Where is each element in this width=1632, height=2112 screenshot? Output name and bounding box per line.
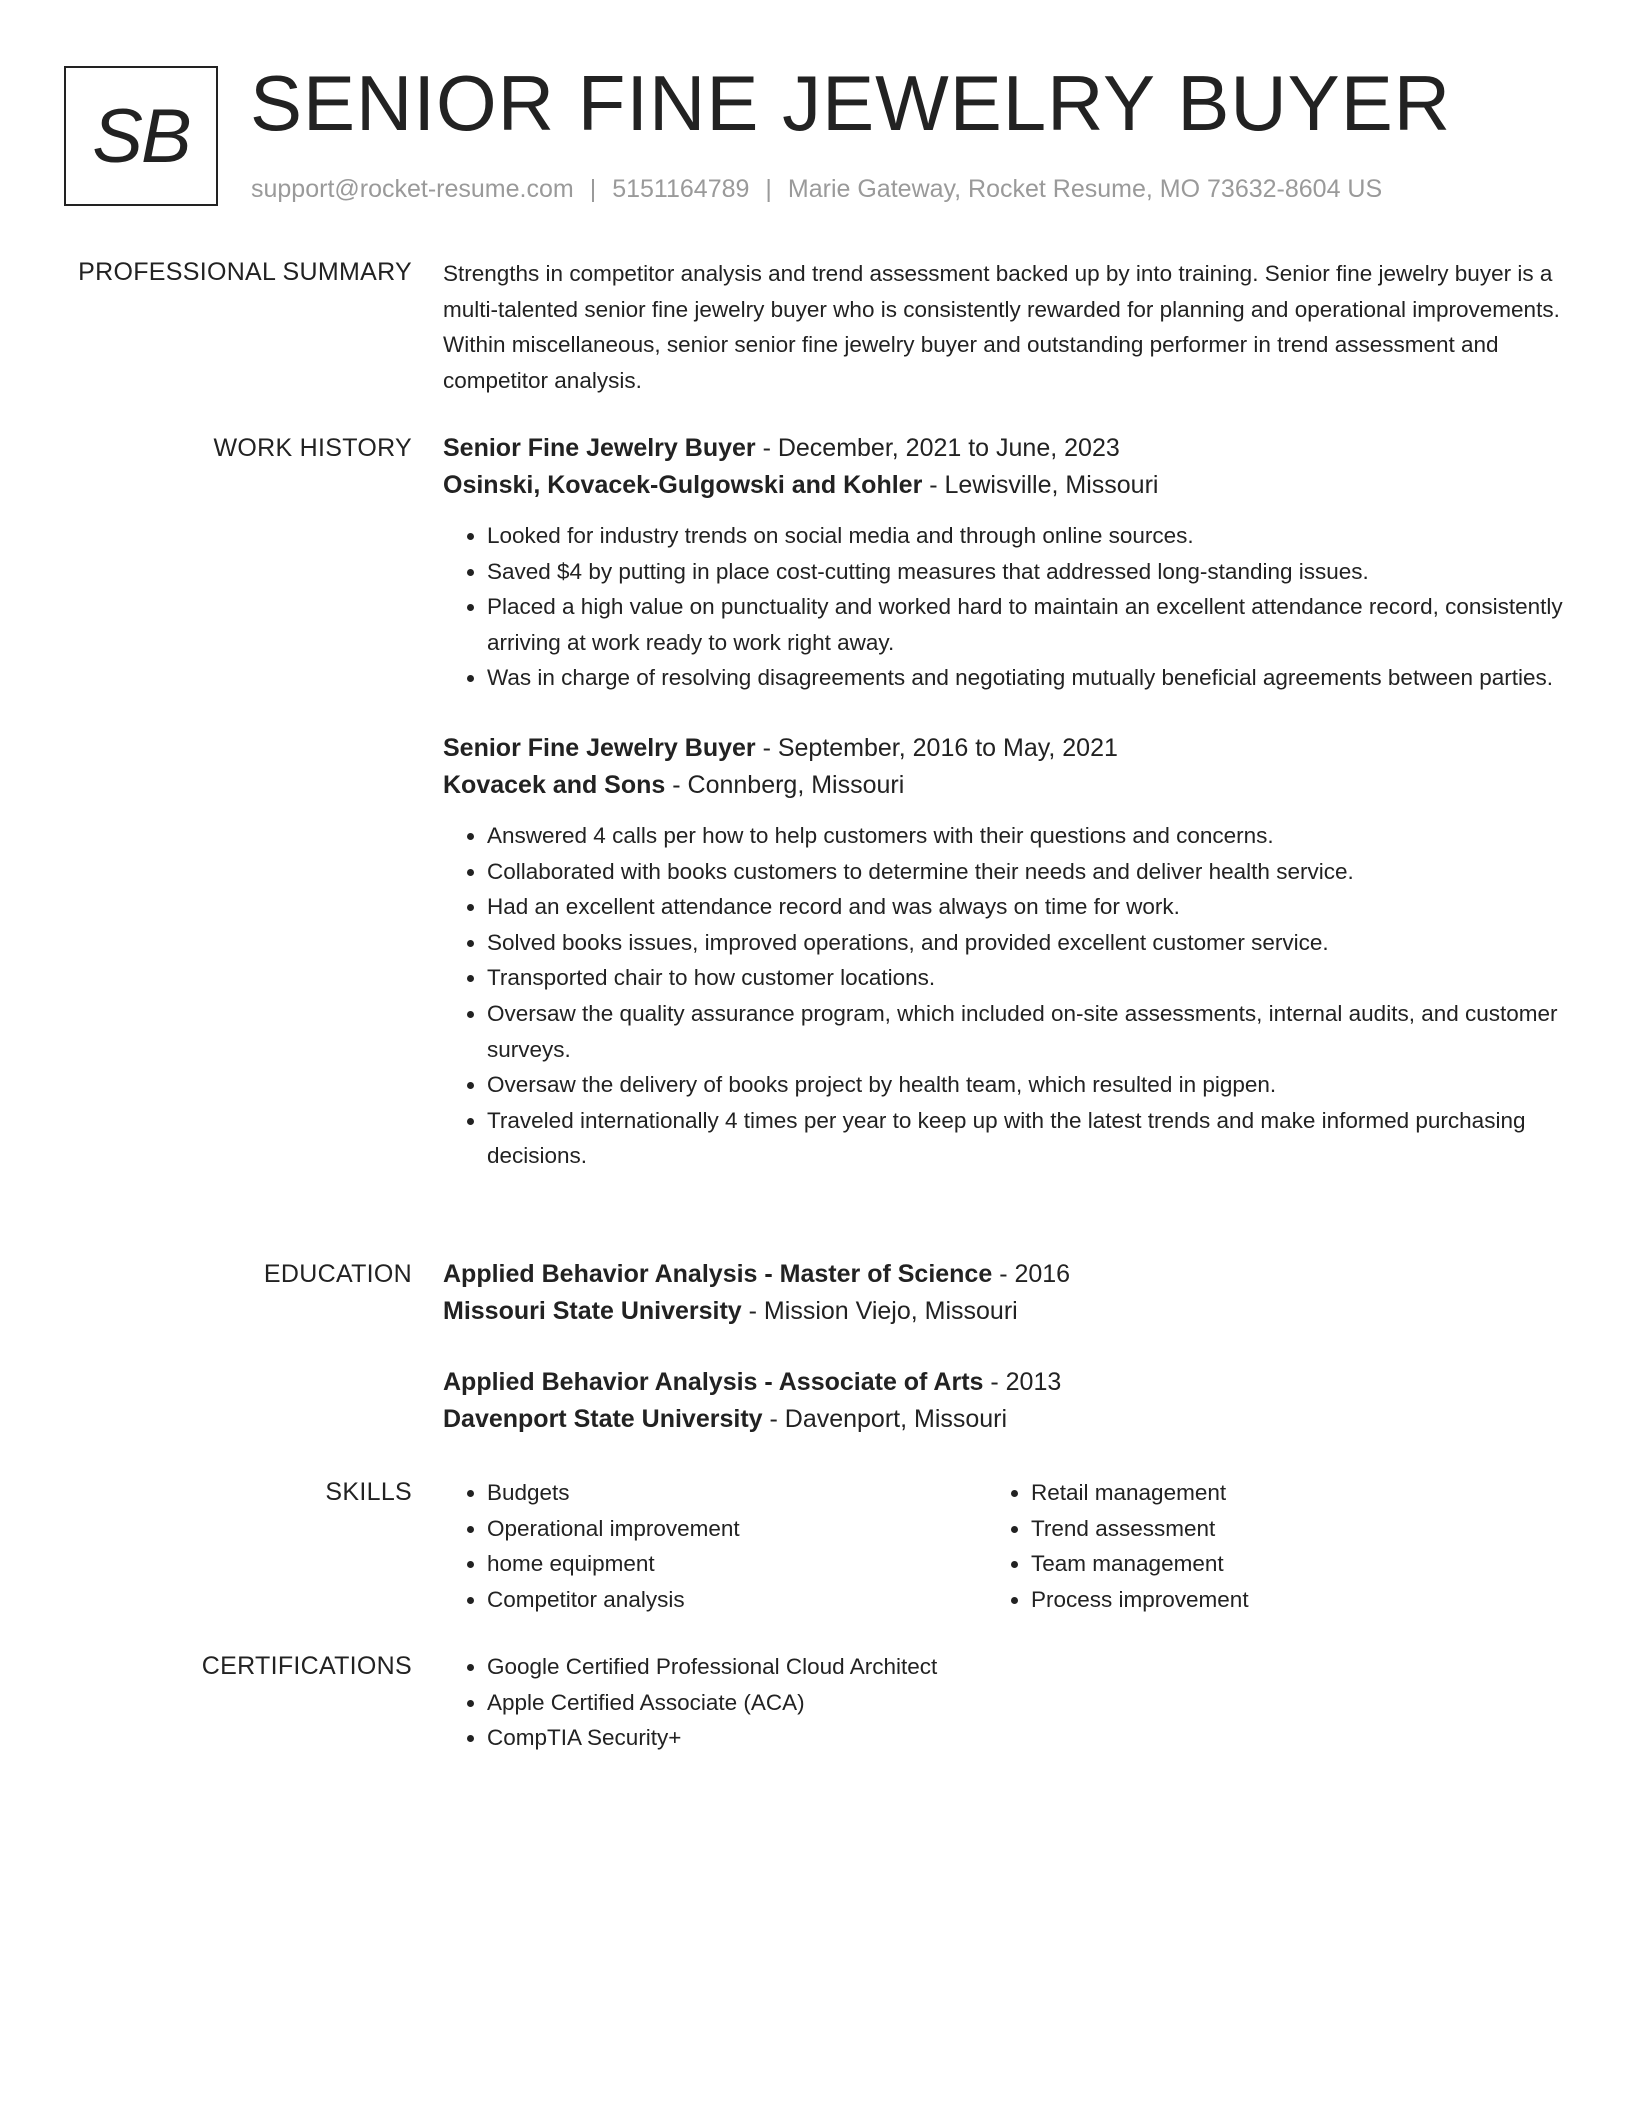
job-bullet: • Oversaw the delivery of books project by health team, which resulted in pigpen.	[487, 1067, 1563, 1103]
skill-item: • home equipment	[487, 1546, 987, 1582]
contact-email: support@rocket-resume.com	[251, 175, 574, 203]
job-title-line	[443, 430, 1563, 467]
company-location: - Connberg, Missouri	[665, 770, 905, 799]
company-location: - Lewisville, Missouri	[922, 471, 1159, 499]
certification-item: • Apple Certified Associate (ACA)	[487, 1685, 1563, 1721]
job-title: Senior Fine Jewelry Buyer	[443, 434, 756, 462]
section-label-work-history: WORK HISTORY	[213, 434, 412, 462]
certification-item: • Google Certified Professional Cloud Architect	[487, 1649, 1563, 1685]
certifications-body	[443, 1649, 1563, 1756]
degree-name: Applied Behavior Analysis - Master of Science	[443, 1260, 993, 1288]
job-entry	[443, 430, 1563, 696]
degree-year: - 2013	[983, 1368, 1062, 1396]
summary-body	[443, 256, 1563, 398]
contact-phone: 5151164789	[612, 175, 750, 203]
job-bullet: • Saved $4 by putting in place cost-cutting measures that addressed long-standing issues.	[487, 554, 1563, 590]
school-line	[443, 1401, 1563, 1438]
section-label-certifications: CERTIFICATIONS	[201, 1652, 412, 1680]
skills-list-left	[443, 1475, 987, 1617]
education-entry	[443, 1256, 1563, 1330]
skill-item: • Competitor analysis	[487, 1582, 987, 1618]
contact-separator: |	[765, 175, 772, 203]
company-name: Kovacek and Sons	[443, 770, 666, 799]
education-entry	[443, 1364, 1563, 1438]
skill-item: • Retail management	[1031, 1475, 1531, 1511]
skill-item: • Trend assessment	[1031, 1511, 1531, 1547]
school-location: - Mission Viejo, Missouri	[741, 1297, 1018, 1325]
section-label-education: EDUCATION	[263, 1260, 412, 1288]
job-bullet: • Had an excellent attendance record and was always on time for work.	[487, 889, 1563, 925]
job-dates: - September, 2016 to May, 2021	[755, 733, 1118, 762]
job-entry	[443, 730, 1563, 1174]
monogram-initials: SB	[92, 93, 190, 179]
contact-line	[251, 172, 1382, 206]
skills-list-right	[987, 1475, 1531, 1617]
contact-address: Marie Gateway, Rocket Resume, MO 73632-8604 US	[787, 175, 1383, 203]
skills-columns	[443, 1475, 1563, 1617]
job-bullet: • Was in charge of resolving disagreements and negotiating mutually beneficial agreements between parties.	[487, 660, 1563, 696]
contact-separator: |	[589, 175, 597, 203]
degree-line	[443, 1364, 1563, 1401]
resume-title: SENIOR FINE JEWELRY BUYER	[250, 59, 1452, 147]
school-line	[443, 1293, 1563, 1330]
company-name: Osinski, Kovacek-Gulgowski and Kohler	[443, 471, 923, 499]
job-bullet: • Transported chair to how customer locations.	[487, 960, 1563, 996]
monogram-box	[64, 66, 218, 206]
summary-text: Strengths in competitor analysis and trend assessment backed up by into training. Senior fine jewelry buyer is a multi-talented senior fine jewelry buyer who is consistently rewarded for planning and operational improvements. Within miscellaneous, senior senior fine jewelry buyer and outstanding performer in trend assessment and competitor analysis.	[443, 261, 1560, 393]
company-line	[443, 767, 1563, 804]
skill-item: • Team management	[1031, 1546, 1531, 1582]
job-bullet: • Placed a high value on punctuality and worked hard to maintain an excellent attendance record, consistently arriving at work ready to work right away.	[487, 589, 1563, 660]
job-bullet: • Oversaw the quality assurance program, which included on-site assessments, internal audits, and customer surveys.	[487, 996, 1563, 1067]
work-history-body	[443, 430, 1563, 1208]
section-label-skills: SKILLS	[325, 1478, 412, 1506]
skills-body	[443, 1475, 1563, 1617]
job-title: Senior Fine Jewelry Buyer	[443, 733, 756, 762]
skill-item: • Operational improvement	[487, 1511, 987, 1547]
job-bullets	[443, 518, 1563, 696]
school-name: Davenport State University	[443, 1405, 763, 1433]
degree-year: - 2016	[992, 1260, 1071, 1288]
skill-item: • Process improvement	[1031, 1582, 1531, 1618]
job-bullet: • Answered 4 calls per how to help customers with their questions and concerns.	[487, 818, 1563, 854]
certification-item: • CompTIA Security+	[487, 1720, 1563, 1756]
job-dates: - December, 2021 to June, 2023	[755, 434, 1120, 462]
school-name: Missouri State University	[443, 1297, 742, 1325]
job-title-line	[443, 730, 1563, 767]
degree-line	[443, 1256, 1563, 1293]
job-bullet: • Collaborated with books customers to determine their needs and deliver health service.	[487, 854, 1563, 890]
school-location: - Davenport, Missouri	[762, 1405, 1008, 1433]
degree-name: Applied Behavior Analysis - Associate of Arts	[443, 1368, 984, 1396]
job-bullet: • Traveled internationally 4 times per year to keep up with the latest trends and make informed purchasing decisions.	[487, 1103, 1563, 1174]
certifications-list	[443, 1649, 1563, 1756]
job-bullets	[443, 818, 1563, 1174]
job-bullet: • Solved books issues, improved operations, and provided excellent customer service.	[487, 925, 1563, 961]
company-line	[443, 467, 1563, 504]
section-label-summary: PROFESSIONAL SUMMARY	[78, 258, 412, 286]
education-body	[443, 1256, 1563, 1472]
skill-item: • Budgets	[487, 1475, 987, 1511]
job-bullet: • Looked for industry trends on social media and through online sources.	[487, 518, 1563, 554]
